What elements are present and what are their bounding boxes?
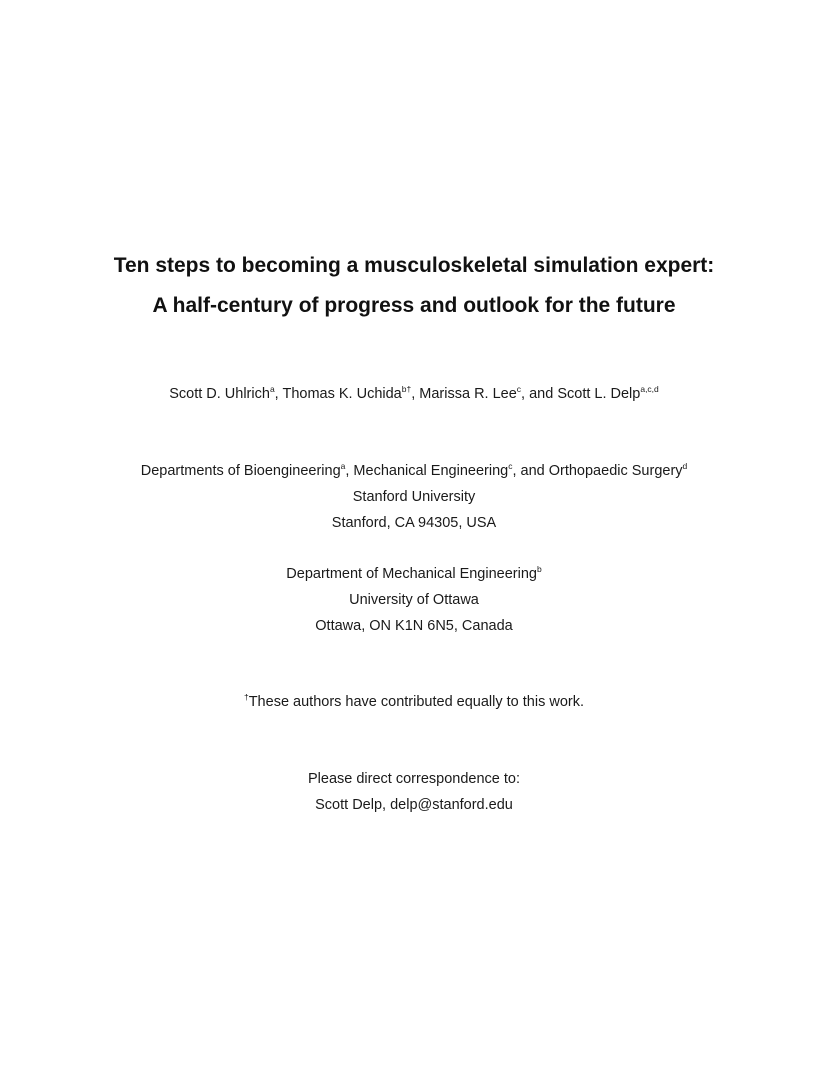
paper-title-line-1: Ten steps to becoming a musculoskeletal simulation expert:: [113, 254, 715, 277]
department-name: , and Orthopaedic Surgery: [512, 463, 683, 479]
footnote-text: These authors have contributed equally to this work.: [248, 694, 585, 710]
author-affiliation-mark: a,c,d: [640, 384, 659, 394]
author-separator: ,: [274, 386, 283, 402]
author-name: Marissa R. Lee: [419, 386, 517, 402]
equal-contribution-footnote: [0, 694, 828, 710]
author-name: Scott D. Uhlrich: [169, 386, 270, 402]
author-separator: , and: [521, 386, 558, 402]
affiliation-2-department: [0, 566, 828, 582]
author-affiliation-mark: a: [269, 384, 275, 394]
author-name: Scott L. Delp: [557, 386, 641, 402]
author-affiliation-mark: c: [516, 384, 522, 394]
author-name: Thomas K. Uchida: [282, 386, 402, 402]
author-separator: ,: [411, 386, 420, 402]
department-mark: c: [508, 461, 513, 471]
author-affiliation-mark: b†: [401, 384, 412, 394]
footnote-mark: †: [243, 692, 249, 702]
affiliation-2-university: University of Ottawa: [349, 592, 479, 608]
paper-title-line-2: A half-century of progress and outlook for the future: [152, 294, 676, 317]
department-name: Departments of Bioengineering: [140, 463, 341, 479]
department-mark: d: [682, 461, 688, 471]
affiliation-1-address: Stanford, CA 94305, USA: [331, 515, 497, 531]
department-mark: b: [536, 564, 542, 574]
department-name: , Mechanical Engineering: [345, 463, 509, 479]
department-mark: a: [340, 461, 346, 471]
department-name: Department of Mechanical Engineering: [286, 566, 537, 582]
affiliation-1-departments: [0, 463, 828, 479]
affiliation-2-address: Ottawa, ON K1N 6N5, Canada: [315, 618, 513, 634]
author-list: [0, 386, 828, 402]
correspondence-label: Please direct correspondence to:: [308, 771, 520, 787]
correspondence-contact: Scott Delp, delp@stanford.edu: [315, 797, 513, 813]
affiliation-1-university: Stanford University: [352, 489, 476, 505]
